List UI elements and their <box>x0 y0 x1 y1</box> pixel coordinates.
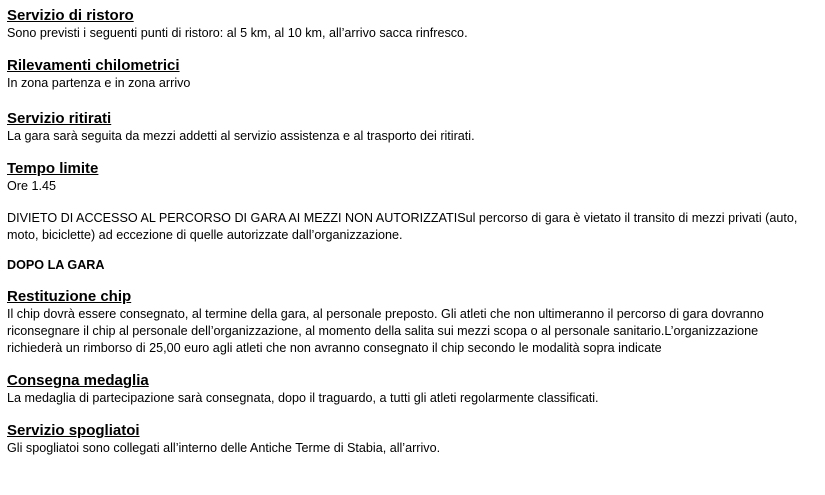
section-servizio-ritirati <box>7 110 807 145</box>
section-heading: Servizio spogliatoi <box>7 422 140 439</box>
section-tempo-limite <box>7 160 807 195</box>
section-consegna-medaglia <box>7 372 807 407</box>
section-rilevamenti <box>7 57 807 92</box>
section-text: Il chip dovrà essere consegnato, al termine della gara, al personale preposto. Gli atleti che non ultimeranno il percorso di gara dovranno riconsegnare il chip al personale dell’organizzazione, al momento della salita sui mezzi scopa o al personale sanitario.L’organizzazione richiederà un rimborso di 25,00 euro agli atleti che non avranno consegnato il chip secondo le modalità sopra indicate <box>7 307 764 355</box>
document-page <box>7 7 807 457</box>
section-text: La gara sarà seguita da mezzi addetti al servizio assistenza e al trasporto dei ritirati. <box>7 129 475 143</box>
access-notice: DIVIETO DI ACCESSO AL PERCORSO DI GARA AI MEZZI NON AUTORIZZATISul percorso di gara è vietato il transito di mezzi privati (auto, moto, biciclette) ad eccezione di quelle autorizzate dall’organizzazione. <box>7 211 798 242</box>
section-text: Sono previsti i seguenti punti di ristoro: al 5 km, al 10 km, all’arrivo sacca rinfresco. <box>7 26 468 40</box>
section-heading: Rilevamenti chilometrici <box>7 57 180 74</box>
section-heading: Restituzione chip <box>7 288 132 305</box>
section-text: Gli spogliatoi sono collegati all’interno delle Antiche Terme di Stabia, all’arrivo. <box>7 441 441 455</box>
section-heading: Servizio ritirati <box>7 110 112 127</box>
section-restituzione-chip <box>7 288 807 357</box>
section-heading: Consegna medaglia <box>7 372 149 389</box>
section-servizio-ristoro <box>7 7 807 42</box>
after-race-title: DOPO LA GARA <box>7 258 105 272</box>
section-servizio-spogliatoi <box>7 422 807 457</box>
section-heading: Servizio di ristoro <box>7 7 134 24</box>
section-text: Ore 1.45 <box>7 179 57 193</box>
section-heading: Tempo limite <box>7 160 99 177</box>
section-text: La medaglia di partecipazione sarà consegnata, dopo il traguardo, a tutti gli atleti regolarmente classificati. <box>7 391 599 405</box>
section-text: In zona partenza e in zona arrivo <box>7 76 191 90</box>
